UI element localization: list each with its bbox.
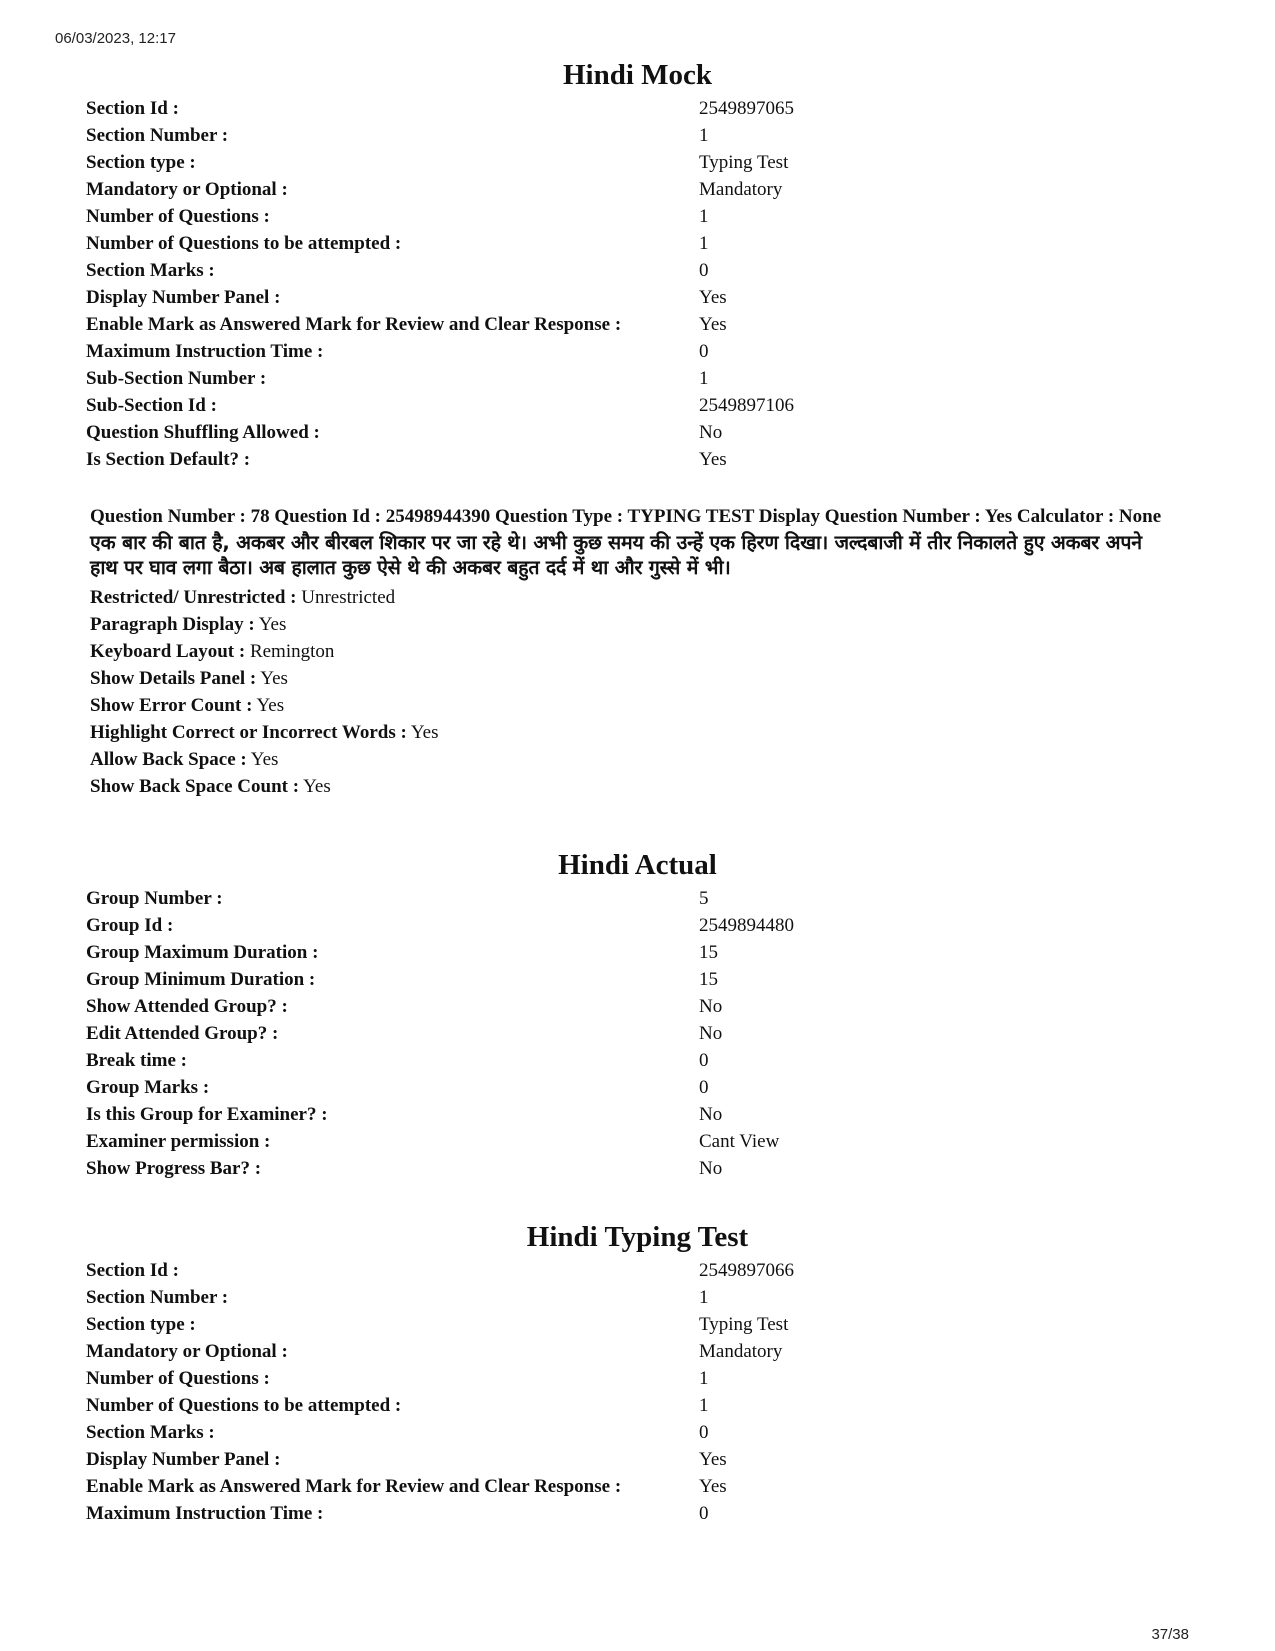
detail-label: Number of Questions :: [86, 1368, 270, 1389]
detail-row: [86, 392, 1206, 419]
detail-row: [86, 230, 1206, 257]
detail-label: Is this Group for Examiner? :: [86, 1104, 328, 1125]
detail-row: [86, 1365, 1206, 1392]
detail-row: [86, 419, 1206, 446]
detail-row: [86, 1074, 1206, 1101]
detail-label: Section type :: [86, 152, 196, 173]
question-property-value: Yes: [258, 614, 287, 635]
detail-row: [86, 1311, 1206, 1338]
detail-value: 5: [699, 888, 709, 909]
detail-value: Cant View: [699, 1131, 780, 1152]
detail-label: Group Marks :: [86, 1077, 210, 1098]
section-title-hindi-actual: Hindi Actual: [558, 849, 717, 881]
detail-row: [86, 1047, 1206, 1074]
detail-row: [86, 1155, 1206, 1182]
detail-label: Number of Questions to be attempted :: [86, 233, 402, 254]
detail-row: [86, 149, 1206, 176]
detail-value: 1: [699, 233, 709, 254]
detail-label: Section Id :: [86, 98, 179, 119]
question-property-label: Allow Back Space :: [90, 749, 247, 770]
detail-value: No: [699, 422, 723, 443]
question-property-value: Yes: [410, 722, 439, 743]
detail-value: 1: [699, 1287, 709, 1308]
detail-label: Sub-Section Number :: [86, 368, 267, 389]
question-property: [90, 719, 1170, 746]
detail-value: Yes: [699, 1476, 727, 1497]
detail-value: 0: [699, 1503, 709, 1524]
question-properties: [90, 584, 1170, 800]
detail-value: 15: [699, 969, 718, 990]
detail-value: 1: [699, 1368, 709, 1389]
detail-value: 0: [699, 341, 709, 362]
detail-row: [86, 1020, 1206, 1047]
question-property: [90, 773, 1170, 800]
question-property-label: Show Back Space Count :: [90, 776, 300, 797]
question-property-value: Yes: [256, 695, 285, 716]
detail-label: Number of Questions to be attempted :: [86, 1395, 402, 1416]
detail-value: Typing Test: [699, 1314, 789, 1335]
detail-label: Examiner permission :: [86, 1131, 271, 1152]
detail-value: No: [699, 1104, 723, 1125]
question-header: Question Number : 78 Question Id : 25498944390 Question Type : TYPING TEST Display Question Number : Yes Calculator : None: [90, 506, 1162, 527]
detail-row: [86, 1446, 1206, 1473]
detail-value: Mandatory: [699, 1341, 783, 1362]
detail-value: No: [699, 996, 723, 1017]
question-property: [90, 692, 1170, 719]
detail-row: [86, 338, 1206, 365]
detail-row: [86, 966, 1206, 993]
detail-row: [86, 1338, 1206, 1365]
detail-value: Yes: [699, 449, 727, 470]
detail-label: Display Number Panel :: [86, 1449, 281, 1470]
detail-value: Typing Test: [699, 152, 789, 173]
detail-label: Section Marks :: [86, 260, 215, 281]
detail-value: Yes: [699, 314, 727, 335]
detail-value: Yes: [699, 287, 727, 308]
detail-value: 1: [699, 125, 709, 146]
question-block: [90, 505, 1170, 800]
mock-section-details: [86, 95, 1206, 473]
detail-label: Maximum Instruction Time :: [86, 341, 324, 362]
detail-label: Question Shuffling Allowed :: [86, 422, 320, 443]
detail-value: No: [699, 1023, 723, 1044]
detail-label: Section Number :: [86, 125, 229, 146]
detail-label: Display Number Panel :: [86, 287, 281, 308]
question-property: [90, 638, 1170, 665]
question-property-value: Remington: [249, 641, 335, 662]
detail-value: Yes: [699, 1449, 727, 1470]
detail-value: 0: [699, 1422, 709, 1443]
question-property-label: Show Error Count :: [90, 695, 253, 716]
detail-row: [86, 446, 1206, 473]
detail-label: Section Id :: [86, 1260, 179, 1281]
detail-label: Group Minimum Duration :: [86, 969, 316, 990]
detail-label: Group Id :: [86, 915, 174, 936]
question-property-label: Keyboard Layout :: [90, 641, 246, 662]
question-property-label: Show Details Panel :: [90, 668, 257, 689]
detail-label: Enable Mark as Answered Mark for Review and Clear Response :: [86, 1476, 622, 1497]
detail-row: [86, 365, 1206, 392]
detail-row: [86, 939, 1206, 966]
actual-group-details: [86, 885, 1206, 1182]
question-property-value: Yes: [250, 749, 279, 770]
detail-label: Mandatory or Optional :: [86, 179, 288, 200]
question-property-value: Unrestricted: [301, 587, 396, 608]
detail-value: 2549897106: [699, 395, 794, 416]
detail-label: Maximum Instruction Time :: [86, 1503, 324, 1524]
detail-label: Show Progress Bar? :: [86, 1158, 262, 1179]
detail-label: Show Attended Group? :: [86, 996, 288, 1017]
section-title-hindi-typing-test: Hindi Typing Test: [526, 1221, 749, 1253]
detail-label: Sub-Section Id :: [86, 395, 217, 416]
question-property-value: Yes: [303, 776, 331, 797]
detail-row: [86, 1257, 1206, 1284]
detail-row: [86, 1128, 1206, 1155]
print-timestamp: 06/03/2023, 12:17: [55, 30, 176, 47]
question-property: [90, 611, 1170, 638]
detail-row: [86, 176, 1206, 203]
question-property-value: Yes: [260, 668, 288, 689]
detail-row: [86, 1101, 1206, 1128]
detail-row: [86, 311, 1206, 338]
detail-label: Number of Questions :: [86, 206, 270, 227]
detail-label: Section Number :: [86, 1287, 229, 1308]
detail-row: [86, 993, 1206, 1020]
detail-value: 15: [699, 942, 718, 963]
detail-row: [86, 284, 1206, 311]
detail-label: Break time :: [86, 1050, 187, 1071]
detail-value: 0: [699, 1050, 709, 1071]
detail-value: 0: [699, 260, 709, 281]
detail-row: [86, 1392, 1206, 1419]
detail-row: [86, 1419, 1206, 1446]
question-property: [90, 665, 1170, 692]
detail-label: Mandatory or Optional :: [86, 1341, 288, 1362]
detail-row: [86, 257, 1206, 284]
question-property: [90, 584, 1170, 611]
detail-row: [86, 1500, 1206, 1527]
detail-value: 1: [699, 206, 709, 227]
section-title-hindi-mock: Hindi Mock: [562, 59, 713, 91]
detail-value: 2549894480: [699, 915, 794, 936]
detail-row: [86, 203, 1206, 230]
detail-value: 0: [699, 1077, 709, 1098]
detail-row: [86, 1284, 1206, 1311]
page-number: 37/38: [1151, 1626, 1189, 1643]
detail-row: [86, 95, 1206, 122]
question-property-label: Paragraph Display :: [90, 614, 255, 635]
detail-value: Mandatory: [699, 179, 783, 200]
question-property: [90, 746, 1170, 773]
detail-value: No: [699, 1158, 723, 1179]
typing-section-details: [86, 1257, 1206, 1527]
detail-value: 2549897066: [699, 1260, 794, 1281]
detail-label: Group Number :: [86, 888, 223, 909]
detail-row: [86, 1473, 1206, 1500]
detail-row: [86, 912, 1206, 939]
detail-label: Edit Attended Group? :: [86, 1023, 279, 1044]
detail-row: [86, 122, 1206, 149]
detail-label: Section type :: [86, 1314, 196, 1335]
detail-value: 1: [699, 1395, 709, 1416]
question-paragraph: एक बार की बात है, अकबर और बीरबल शिकार पर जा रहे थे। अभी कुछ समय की उन्हें एक हिरण दिखा। जल्दबाजी में तीर निकालते हुए अकबर अपने हाथ पर घाव लगा बैठा। अब हालात कुछ ऐसे थे की अकबर बहुत दर्द में था और गुस्से में भी।: [90, 531, 1142, 579]
detail-label: Section Marks :: [86, 1422, 215, 1443]
detail-value: 2549897065: [699, 98, 794, 119]
question-property-label: Restricted/ Unrestricted :: [90, 587, 297, 608]
question-property-label: Highlight Correct or Incorrect Words :: [90, 722, 407, 743]
detail-label: Group Maximum Duration :: [86, 942, 319, 963]
detail-label: Enable Mark as Answered Mark for Review and Clear Response :: [86, 314, 622, 335]
detail-label: Is Section Default? :: [86, 449, 251, 470]
detail-row: [86, 885, 1206, 912]
detail-value: 1: [699, 368, 709, 389]
